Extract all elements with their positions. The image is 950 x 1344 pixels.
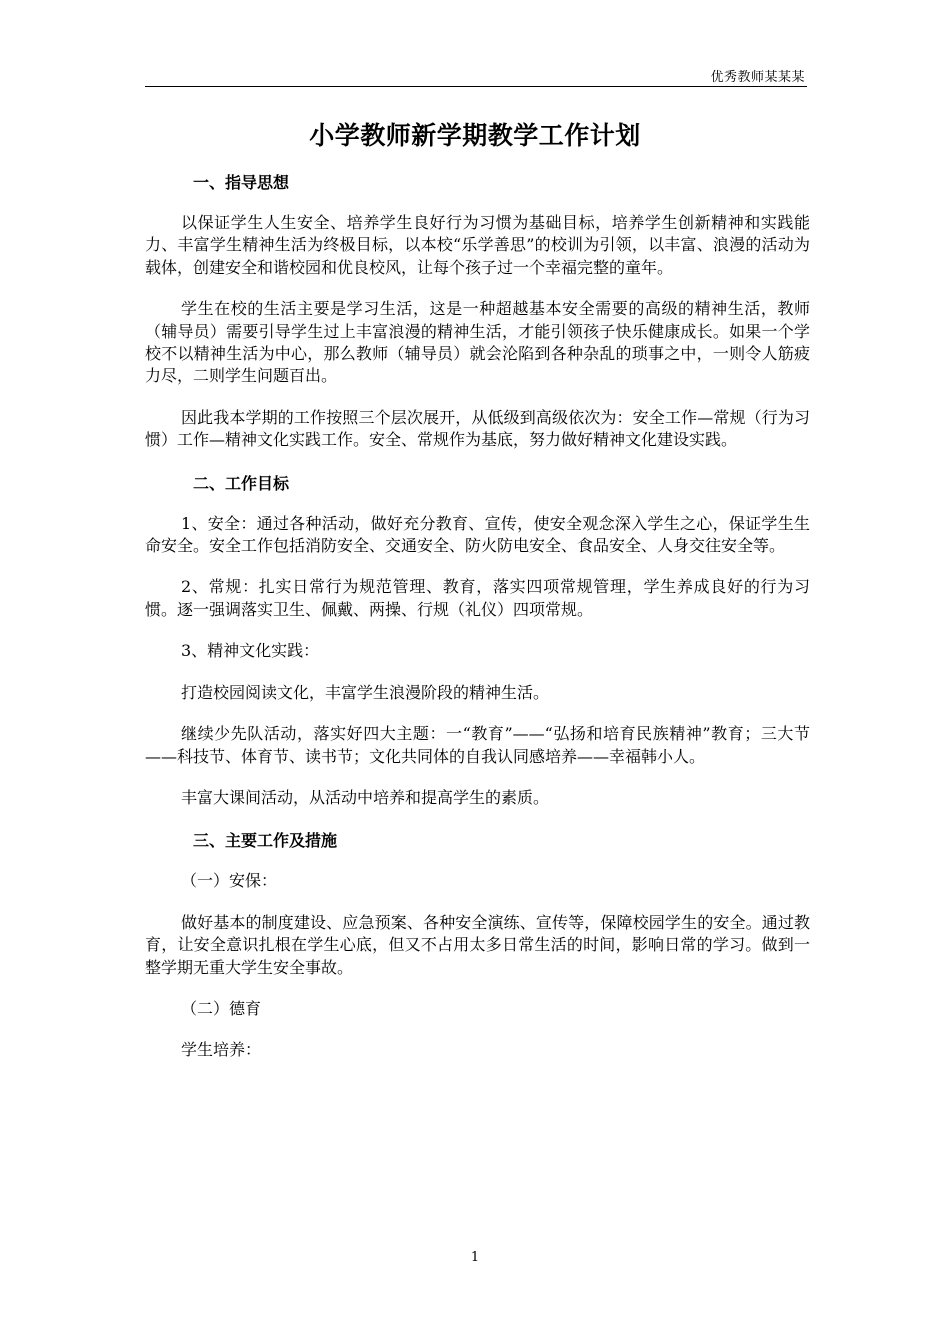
paragraph: 丰富大课间活动，从活动中培养和提高学生的素质。	[181, 787, 550, 807]
page-header-text: 优秀教师某某某	[710, 70, 805, 85]
section-heading-work-goals: 二、工作目标	[193, 473, 290, 493]
paragraph: 1、安全：通过各种活动，做好充分教育、宣传，使安全观念深入学生之心，保证学生生命安全。安全工作包括消防安全、交通安全、防火防电安全、食品安全、人身交往安全等。	[145, 513, 810, 556]
paragraph: 继续少先队活动，落实好四大主题：一“教育”——“弘扬和培育民族精神”教育；三大节——科技节、体育节、读书节；文化共同体的自我认同感培养——幸福韩小人。	[145, 724, 810, 766]
paragraph: 学生培养：	[181, 1040, 262, 1060]
section-heading-main-work: 三、主要工作及措施	[193, 831, 338, 851]
paragraph: 打造校园阅读文化，丰富学生浪漫阶段的精神生活。	[181, 682, 550, 702]
paragraph: 3、精神文化实践：	[181, 641, 320, 661]
section-heading-guiding-ideology: 一、指导思想	[193, 173, 290, 192]
paragraph: （二）德育	[181, 998, 262, 1018]
header-divider	[145, 86, 807, 87]
paragraph: 学生在校的生活主要是学习生活，这是一种超越基本安全需要的高级的精神生活，教师（辅导员）需要引导学生过上丰富浪漫的精神生活，才能引领孩子快乐健康成长。如果一个学校不以精神生活为中心，那么教师（辅导员）就会沦陷到各种杂乱的琐事之中，一则令人筋疲力尽，二则学生问题百出。	[145, 299, 810, 386]
paragraph: 2、常规：扎实日常行为规范管理、教育，落实四项常规管理，学生养成良好的行为习惯。逐一强调落实卫生、佩戴、两操、行规（礼仪）四项常规。	[145, 577, 810, 619]
paragraph: 以保证学生人生安全、培养学生良好行为习惯为基础目标，培养学生创新精神和实践能力、丰富学生精神生活为终极目标，以本校“乐学善思”的校训为引领，以丰富、浪漫的活动为载体，创建安全和谐校园和优良校风，让每个孩子过一个幸福完整的童年。	[145, 213, 810, 277]
document-body	[145, 170, 810, 1081]
paragraph: （一）安保：	[181, 871, 278, 891]
page-number: 1	[470, 1250, 480, 1265]
document-title: 小学教师新学期教学工作计划	[309, 121, 641, 150]
paragraph: 因此我本学期的工作按照三个层次展开，从低级到高级依次为：安全工作—常规（行为习惯）工作—精神文化实践工作。安全、常规作为基底，努力做好精神文化建设实践。	[145, 407, 810, 450]
paragraph: 做好基本的制度建设、应急预案、各种安全演练、宣传等，保障校园学生的安全。通过教育，让安全意识扎根在学生心底，但又不占用太多日常生活的时间，影响日常的学习。做到一整学期无重大学生安全事故。	[145, 912, 810, 977]
